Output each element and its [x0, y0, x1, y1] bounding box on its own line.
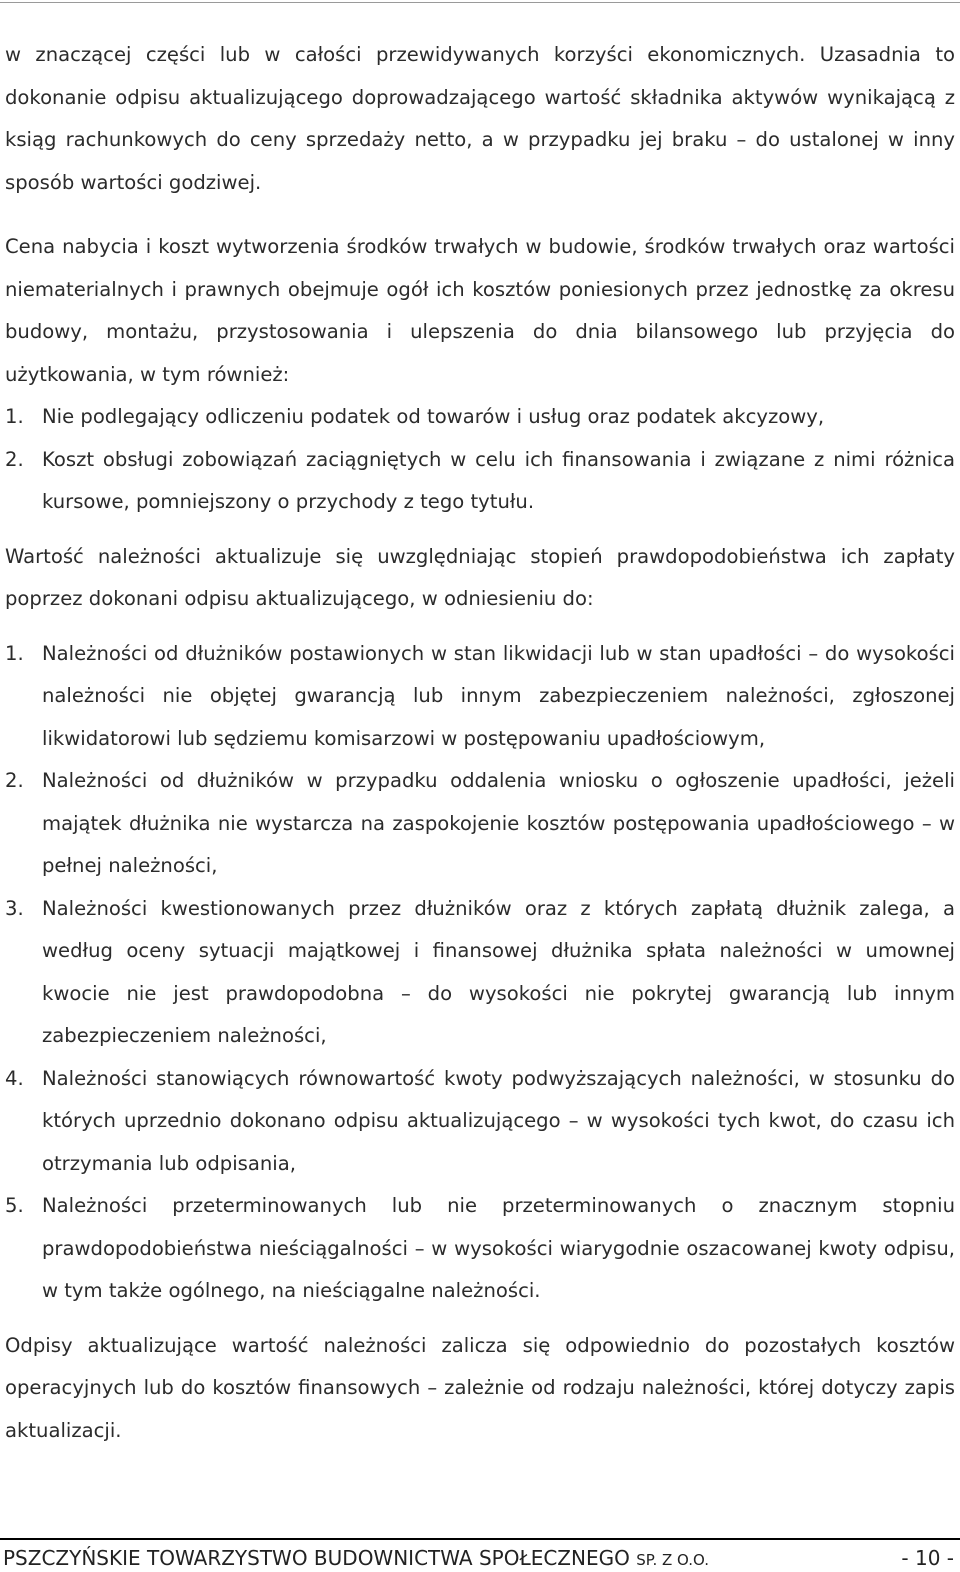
list-number: 3.: [5, 896, 24, 920]
list-item: [5, 888, 955, 1058]
document-body: [5, 34, 955, 1452]
list-item: [5, 1185, 955, 1313]
footer-divider: [0, 1538, 960, 1540]
top-divider: [0, 2, 960, 3]
closing-paragraph: Odpisy aktualizujące wartość należności zalicza się odpowiednio do pozostałych kosztów operacyjnych lub do kosztów finansowych – zależnie od rodzaju należności, której dotyczy zapis aktualizacji.: [5, 1333, 955, 1442]
list-item: [5, 760, 955, 888]
list-item-text: Nie podlegający odliczeniu podatek od towarów i usług oraz podatek akcyzowy,: [42, 405, 825, 428]
list-number: 1.: [5, 641, 24, 665]
intro-paragraph: w znaczącej części lub w całości przewidywanych korzyści ekonomicznych. Uzasadnia to dokonanie odpisu aktualizującego doprowadzającego wartość składnika aktywów wynikającą z ksiąg rachunkowych do ceny sprzedaży netto, a w przypadku jej braku – do ustalonej w inny sposób wartości godziwej.: [5, 43, 955, 194]
list-item-text: Należności kwestionowanych przez dłużników oraz z których zapłatą dłużnik zalega, a według oceny sytuacji majątkowej i finansowej dłużnika spłata należności w umownej kwocie nie jest prawdopodobna – do wysokości nie pokrytej gwarancją lub innym zabezpieczeniem należności,: [42, 896, 955, 1047]
list-item: [5, 396, 955, 439]
list-number: 5.: [5, 1194, 24, 1217]
list-number: 4.: [5, 1066, 24, 1090]
page-number: - 10 -: [901, 1546, 954, 1570]
list-item-text: Należności od dłużników postawionych w stan likwidacji lub w stan upadłości – do wysokości należności nie objętej gwarancją lub innym zabezpieczeniem należności, zgłoszonej likwidatorowi lub sędziemu komisarzowi w postępowaniu upadłościowym,: [42, 641, 955, 750]
footer-company: [3, 1546, 709, 1572]
list-number: 2.: [5, 447, 24, 471]
list-number: 1.: [5, 405, 24, 428]
company-name: PSZCZYŃSKIE TOWARZYSTWO BUDOWNICTWA SPOŁECZNEGO: [3, 1546, 630, 1570]
receivables-paragraph: Wartość należności aktualizuje się uwzględniając stopień prawdopodobieństwa ich zapłaty poprzez dokonani odpisu aktualizującego, w odniesieniu do:: [5, 544, 955, 610]
list-item-text: Należności przeterminowanych lub nie przeterminowanych o znacznym stopniu prawdopodobieństwa nieściągalności – w wysokości wiarygodnie oszacowanej kwoty odpisu, w tym także ogólnego, na nieściągalne należności.: [42, 1194, 955, 1302]
cost-paragraph: Cena nabycia i koszt wytworzenia środków trwałych w budowie, środków trwałych oraz wartości niematerialnych i prawnych obejmuje ogół ich kosztów poniesionych przez jednostkę za okresu budowy, montażu, przystosowania i ulepszenia do dnia bilansowego lub przyjęcia do użytkowania, w tym również:: [5, 235, 955, 386]
cost-items-list: [5, 396, 955, 524]
receivables-items-list: [5, 633, 955, 1313]
list-item: [5, 633, 955, 761]
list-item-text: Należności stanowiących równowartość kwoty podwyższających należności, w stosunku do których uprzednio dokonano odpisu aktualizującego – w wysokości tych kwot, do czasu ich otrzymania lub odpisania,: [42, 1066, 955, 1175]
list-item: [5, 1058, 955, 1186]
company-suffix: SP. Z O.O.: [636, 1551, 709, 1569]
list-item-text: Należności od dłużników w przypadku oddalenia wniosku o ogłoszenie upadłości, jeżeli majątek dłużnika nie wystarcza na zaspokojenie kosztów postępowania upadłościowego – w pełnej należności,: [42, 769, 955, 877]
list-item: [5, 439, 955, 524]
list-item-text: Koszt obsługi zobowiązań zaciągniętych w celu ich finansowania i związane z nimi różnica kursowe, pomniejszony o przychody z tego tytułu.: [42, 447, 955, 513]
list-number: 2.: [5, 769, 24, 792]
